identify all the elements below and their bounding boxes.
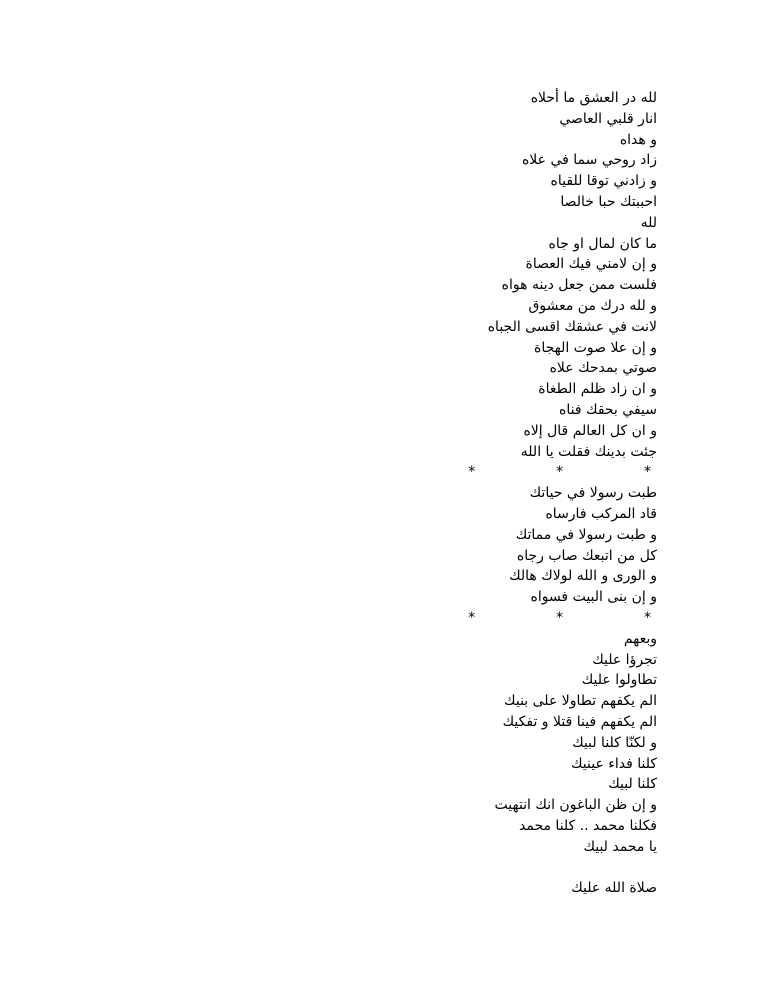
- poem-line: و لكنّا كلنا لبيك: [572, 734, 657, 751]
- poem-line: كل من اتبعك صاب رجاه: [516, 547, 657, 564]
- poem-line: زاد روحي سما في علاه: [521, 152, 657, 169]
- poem-line: لله: [640, 214, 657, 231]
- poem-line: جئت بدينك فقلت يا الله: [520, 443, 657, 460]
- poem-line: لله در العشق ما أحلاه: [530, 90, 657, 106]
- poem-line: صوتي بمدحك علاه: [549, 360, 657, 377]
- poem-line: و طبت رسولا في مماتك: [515, 526, 657, 543]
- poem-line: قاد المركب فارساه: [545, 505, 657, 522]
- poem-line: ما كان لمال او جاه: [548, 235, 657, 252]
- poem-line: و زادني توقا للقياه: [550, 173, 657, 190]
- poem-line: الم يكفهم تطاولا على بنيك: [504, 693, 657, 710]
- poem-line: و إن لامني فيك العصاة: [525, 256, 657, 273]
- poem-line: انار قلبي العاصي: [559, 110, 657, 127]
- poem-line: سيفي بحقك فناه: [559, 401, 657, 418]
- stanza-separator: * * *: [468, 464, 651, 481]
- poem-line: و ان كل العالم قال إلاه: [523, 422, 657, 439]
- poem-line: و لله درك من معشوق: [528, 297, 657, 314]
- poem-line: وبعهم: [623, 630, 657, 647]
- poem-line: كلنا لبيك: [608, 776, 657, 793]
- closing-line: صلاة الله عليك: [571, 880, 657, 897]
- poem-line: و هداه: [619, 131, 657, 148]
- poem-line: احببتك حبا خالصا: [560, 193, 657, 210]
- poem-line: و ان زاد ظلم الطغاة: [538, 381, 657, 398]
- poem-line: كلنا فداء عينيك: [570, 755, 657, 772]
- poem-line: تطاولوا عليك: [581, 672, 657, 689]
- poem-line: و إن بنى البيت فسواه: [530, 589, 657, 606]
- stanza-separator: * * *: [468, 609, 651, 626]
- poem-line: و إن علا صوت الهجاة: [534, 339, 657, 356]
- poem-line: طبت رسولا في حياتك: [529, 485, 657, 502]
- poem-line: فلست ممن جعل دينه هواه: [501, 277, 657, 294]
- blank-line: [277, 857, 657, 878]
- poem-line: الم يكفهم فينا قتلا و تفكيك: [502, 713, 657, 730]
- poem-text: [277, 88, 657, 899]
- poem-line: و إن ظن الباغون انك انتهيت: [494, 797, 657, 814]
- poem-line: لانت في عشقك اقسى الجباه: [487, 318, 657, 335]
- poem-line: فكلنا محمد .. كلنا محمد: [519, 817, 657, 834]
- poem-line: و الورى و الله لولاك هالك: [509, 568, 657, 585]
- poem-line: تجرؤا عليك: [592, 651, 657, 668]
- poem-line: يا محمد لبيك: [583, 838, 657, 855]
